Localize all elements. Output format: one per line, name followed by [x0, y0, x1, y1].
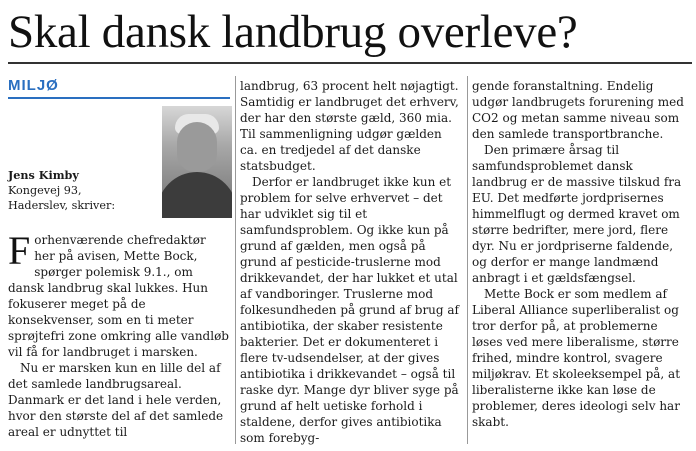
- portrait-shoulders: [162, 172, 232, 218]
- article-column-1: [8, 228, 230, 440]
- article-column-2: [240, 78, 463, 446]
- drop-cap: F: [8, 228, 31, 273]
- column-divider-2: [467, 76, 468, 444]
- paragraph: Derfor er landbruget ikke kun et problem for selve erhvervet – det har udviklet sig til et samfundsproblem. Og ikke kun på grund af gælden, men også på grund af pesticide-truslerne mod drikkevandet, der har lukket et utal af vandboringer. Truslerne mod folkesundheden på grund af brug af antibiotika, der skaber resistente bakterier. Det er dokumenteret i flere tv-udsendelser, at der gives antibiotika i drikkevandet – også til raske dyr. Mange dyr bliver syge på grund af helt uetiske forhold i staldene, derfor gives antibiotika som forebyg-: [240, 175, 459, 445]
- author-portrait-icon: [162, 106, 232, 218]
- author-city: Haderslev, skriver:: [8, 199, 116, 212]
- column-divider-1: [235, 76, 236, 444]
- article-headline: Skal dansk landbrug overleve?: [8, 6, 692, 64]
- paragraph: Nu er marsken kun en lille del af det samlede landbrugsareal. Danmark er det land i hele verden, hvor den største del af det samlede areal er udnyttet til: [8, 361, 224, 439]
- paragraph: [8, 228, 230, 360]
- author-address: Kongevej 93,: [8, 184, 82, 197]
- paragraph: Den primære årsag til samfundsproblemet dansk landbrug er de massive tilskud fra EU. Det medførte jordprisernes himmelflugt og dermed kravet om større bedrifter, mere jord, flere dyr. Nu er jordpriserne faldende, og derfor er mange landmænd anbragt i et gældsfængsel.: [472, 143, 682, 285]
- paragraph: Mette Bock er som medlem af Liberal Alliance superliberalist og tror derfor på, at problemerne løses ved mere liberalisme, større frihed, mindre kontrol, svagere miljøkrav. Et skoleeksempel på, at liberalisterne ikke kan løse de problemer, deres ideologi selv har skabt.: [472, 287, 681, 429]
- portrait-face: [177, 122, 217, 172]
- paragraph: landbrug, 63 procent helt nøjagtigt. Samtidig er landbruget det erhverv, der har den største gæld, 360 mia. Til sammenligning udgør gælden ca. en tredjedel af det danske statsbudget.: [240, 79, 459, 173]
- paragraph-text: orhenværende chefredaktør her på avisen, Mette Bock, spørger polemisk 9.1., om dansk landbrug skal lukkes. Hun fokuserer meget på de konsekvenser, som en ti meter sprøjtefri zone omkring alle vandløb vil få for landbruget i marsken.: [8, 233, 229, 359]
- author-name: Jens Kimby: [8, 168, 79, 182]
- byline: [8, 168, 158, 213]
- section-label: MILJØ: [8, 77, 230, 99]
- paragraph: gende foranstaltning. Endelig udgør landbrugets forurening med CO2 og metan samme niveau som den samlede transportbranche.: [472, 79, 684, 141]
- article-column-3: [472, 78, 690, 430]
